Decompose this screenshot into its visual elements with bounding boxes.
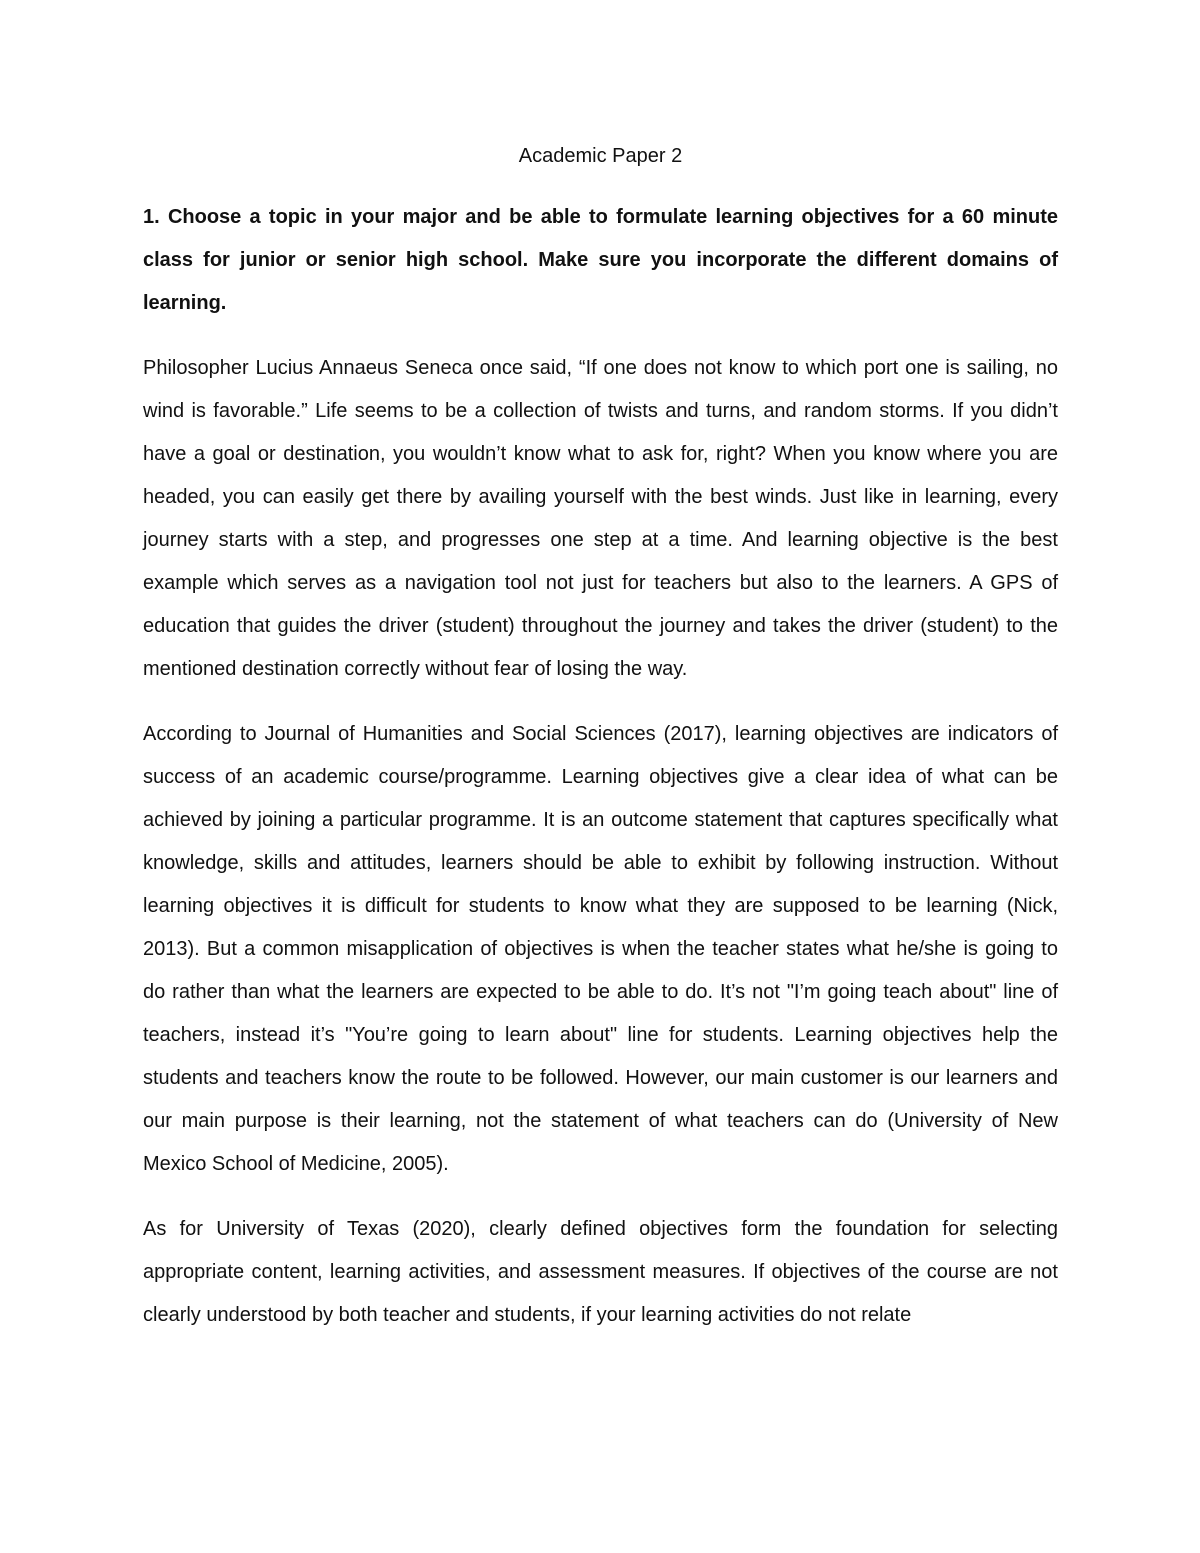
paragraph-learning-objectives: According to Journal of Humanities and Social Sciences (2017), learning objectives are indicators of success of an academic course/programme. Learning objectives give a clear idea of what can be achieved by joining a particular programme. It is an outcome statement that captures specifically what knowledge, skills and attitudes, learners should be able to exhibit by following instruction. Without learning objectives it is difficult for students to know what they are supposed to be learning (Nick, 2013). But a common misapplication of objectives is when the teacher states what he/she is going to do rather than what the learners are expected to be able to do. It’s not "I’m going teach about" line of teachers, instead it’s "You’re going to learn about" line for students. Learning objectives help the students and teachers know the route to be followed. However, our main customer is our learners and our main purpose is their learning, not the statement of what teachers can do (University of New Mexico School of Medicine, 2005). — [143, 723, 1058, 1175]
document-body — [143, 138, 1058, 1359]
paragraph-seneca: Philosopher Lucius Annaeus Seneca once said, “If one does not know to which port one is sailing, no wind is favorable.” Life seems to be a collection of twists and turns, and random storms. If you didn’t have a goal or destination, you wouldn’t know what to ask for, right? When you know where you are headed, you can easily get there by availing yourself with the best winds. Just like in learning, every journey starts with a step, and progresses one step at a time. And learning objective is the best example which serves as a navigation tool not just for teachers but also to the learners. A GPS of education that guides the driver (student) throughout the journey and takes the driver (student) to the mentioned destination correctly without fear of losing the way. — [143, 357, 1058, 680]
page-title: Academic Paper 2 — [518, 145, 683, 167]
paragraph-university-of-texas: As for University of Texas (2020), clearly defined objectives form the foundation for selecting appropriate content, learning activities, and assessment measures. If objectives of the course are not clearly understood by both teacher and students, if your learning activities do not relate — [143, 1218, 1058, 1326]
question-prompt: 1. Choose a topic in your major and be able to formulate learning objectives for a 60 minute class for junior or senior high school. Make sure you incorporate the different domains of learning. — [143, 206, 1058, 314]
